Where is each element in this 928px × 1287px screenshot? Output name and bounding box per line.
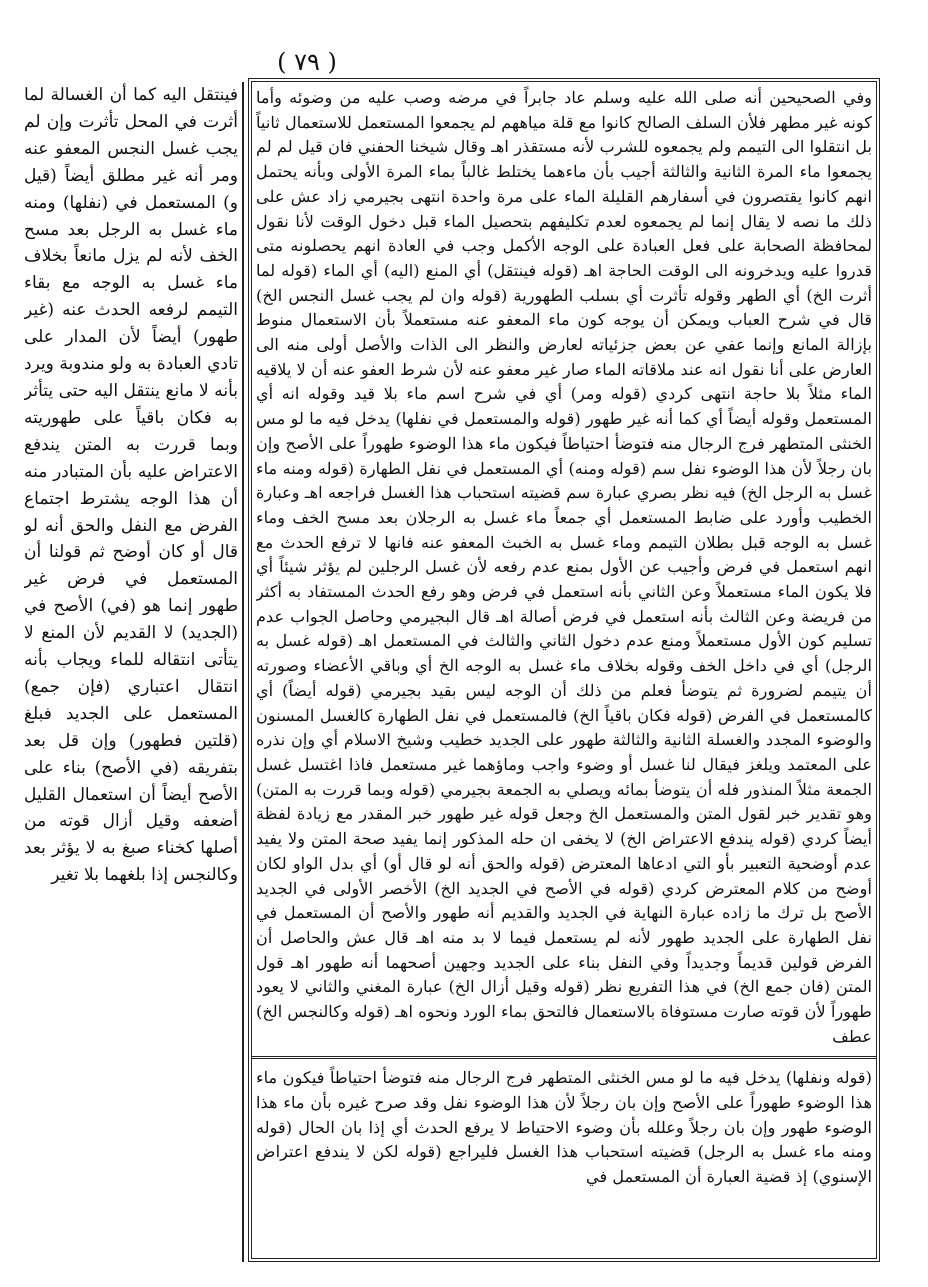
column-separator-line	[242, 82, 244, 1262]
footnote-divider	[252, 1056, 876, 1059]
footnote-paragraph: (قوله ونفلها) يدخل فيه ما لو مس الخنثى المتطهر فرج الرجال منه فتوضأ احتياطاً فيكون ماء هذا الوضوء طهوراً على الأصح وإن بان رجلاً لأن هذا الوضوء نفل وقد صرح غيره بأن ماء هذا الوضوء طهور وإن بان رجلاً وعلله بأن وضوء الاحتياط لا يرفع الحدث أي إذا بان الحال (قوله ومنه ماء غسل به الرجل) قضيته استحباب هذا الغسل فليراجع (قوله لكن لا يندفع اعتراض الإسنوي) إذ قضية العبارة أن المستعمل في	[256, 1068, 872, 1187]
footnote-block	[256, 1066, 872, 1256]
commentary-block	[256, 86, 872, 1054]
commentary-paragraph: وفي الصحيحين أنه صلى الله عليه وسلم عاد جابراً في مرضه وصب عليه من وضوئه وأما كونه غير مطهر فلأن السلف الصالح كانوا مع قلة مياههم لم يجمعوا المستعمل للاستعمال ثانياً بل انتقلوا الى التيمم ولم يجمعوه للشرب لأنه مستقذر اهـ وقال شيخنا الحفني فان قيل لم لم يجمعوا ماء المرة الثانية والثالثة أجيب بأن ماءهما يختلط غالباً بماء المرة الأولى وبأنه يحتمل انهم كانوا يقتصرون في أسفارهم القليلة الماء على مرة واحدة انتهى بجيرمي زاد عش على ذلك ما نصه لا يقال إنما لم يجمعوه لعدم تكليفهم بتحصيل الماء قبل دخول الوقت لأنا نقول لمحافظة الصحابة على فعل العبادة على الوجه الأكمل وجب في العادة انهم يحصلونه متى قدروا عليه ويدخرونه الى الوقت الحاجة اهـ (قوله فينتقل) أي المنع (اليه) أي الماء (قوله لما أثرت الخ) أي الطهر وقوله تأثرت أي بسلب الطهورية (قوله وان لم يجب غسل النجس الخ) قال في شرح العباب ويمكن أن يوجه كون ماء المعفو عنه مستعملاً بأن الاستعمال منوط بإزالة المانع وإنما عفي عن بعض جزئياته لعارض والنظر الى الذات والأصل أولى منه الى العارض على أنا نقول انه عند ملاقاته الماء صار غير معفو عنه لأن شرط العفو عنه أن لا يلاقيه الماء مثلاً بلا حاجة انتهى كردي (قوله ومر) أي في شرح اسم ماء بلا قيد وقوله انه أي المستعمل وقوله أيضاً أي كما أنه غير طهور (قوله والمستعمل في نفلها) يدخل فيه ما لو مس الخنثى المتطهر فرج الرجال منه فتوضأ احتياطاً فيكون ماء هذا الوضوء طهوراً على الأصح وإن بان رجلاً لأن هذا الوضوء نفل سم (قوله ومنه) أي المستعمل في نفل الطهارة (قوله ومنه ماء غسل به الرجل الخ) فيه نظر بصري عبارة سم قضيته استحباب هذا الغسل فراجعه اهـ وعبارة الخطيب وأورد على ضابط المستعمل أي جمعاً ماء غسل به الرجلان بعد مسح الخف وماء غسل به الوجه قبل بطلان التيمم وماء غسل به الخبث المعفو عنه فانها لا ترفع الحدث مع انهم استعمل في فرض وأجيب عن الأول بمنع عدم رفعه لأن غسل الرجلين لم يؤثر شيئاً أي فلا يكون الماء مستعملاً وعن الثاني بأنه استعمل في فرض وهو رفع الحدث المستفاد به أكثر من فريضة وعن الثالث بأنه استعمل في فرض أصالة اهـ قال البجيرمي وحاصل الجواب عدم تسليم كون الأول مستعملاً ومنع عدم دخول الثاني والثالث في المستعمل اهـ (قوله غسل به الرجل) أي في داخل الخف وقوله بخلاف ماء غسل به الوجه الخ أي وباقي الأعضاء وصورته أن يتيمم لضرورة ثم يتوضأ فعلم من ذلك أن الوجه ليس بقيد بجيرمي (قوله أيضاً) أي كالمستعمل في الفرض (قوله فكان باقياً الخ) فالمستعمل في نفل الطهارة كالغسل المسنون والوضوء المجدد والغسلة الثانية والثالثة طهور على الجديد خطيب وشيخ الاسلام أي وإن نذره على المعتمد ويلغز فيقال لنا غسل أو وضوء واجب وماؤهما غير مستعمل فاذا اغتسل غسل الجمعة مثلاً المنذور فله أن يتوضأ بمائه ويصلي به الجمعة بجيرمي (قوله وبما قررت به المتن) وهو تقدير خبر لقول المتن والمستعمل الخ وجعل قوله غير طهور خبر المقدر مع زيادة لفظة أيضاً كردي (قوله يندفع الاعتراض الخ) لا يخفى ان حله المذكور إنما يفيد صحة المتن ولا يفيد عدم أوضحية التعبير بأو التي ادعاها المعترض (قوله والحق أنه لو قال أو) أي بدل الواو لكان أوضح من كلام المعترض كردي (قوله في الأصح في الجديد الخ) الأخصر الأولى في الجديد الأصح بل ترك ما زاده عبارة النهاية في الجديد والقديم أنه طهور والأصح أن المستعمل في نفل الطهارة على الجديد طهور لأنه لم يستعمل فيما لا بد منه اهـ قال عش والحاصل أن الفرض قولين قديماً وجديداً وفي النفل بناء على الجديد وجهين أصحهما أنه طهور اهـ قول المتن (فان جمع الخ) في هذا التفريع نظر (قوله وقيل أزال الخ) عبارة المغني والثاني لا يعود طهوراً لأن قوته صارت مستوفاة بالاستعمال فالتحق بماء الورد ونحوه اهـ (قوله وكالنجس الخ) عطف	[256, 88, 872, 1046]
margin-paragraph: فينتقل اليه كما أن الغسالة لما أثرت في المحل تأثرت وإن لم يجب غسل النجس المعفو عنه ومر أنه غير مطلق أيضاً (قيل و) المستعمل في (نفلها) ومنه ماء غسل به الرجل بعد مسح الخف لأنه لم يزل مانعاً بخلاف ماء غسل به الوجه مع بقاء التيمم لرفعه الحدث عنه (غير طهور) أيضاً لأن المدار على تادي العبادة به ولو مندوبة ويرد بأنه لا مانع ينتقل اليه حتى يتأثر به فكان باقياً على طهوريته وبما قررت به المتن يندفع الاعتراض عليه بأن المتبادر منه أن هذا الوجه يشترط اجتماع الفرض مع النفل والحق أنه لو قال أو كان أوضح ثم قولنا أن المستعمل في فرض غير طهور إنما هو (في) الأصح في (الجديد) لا القديم لأن المنع لا يتأتى انتقاله للماء ويجاب بأنه انتقال اعتباري (فإن جمع) المستعمل على الجديد فبلغ (قلتين فطهور) وإن قل بعد بتفريقه (في الأصح) بناء على الأصح أيضاً أن استعمال القليل أضعفه وقيل أزال قوته من أصلها كخناء صبغ به لا يؤثر بعد وكالنجس إذا بلغهما بلا تغير	[24, 85, 238, 886]
page-number: ( ٧٩ )	[277, 48, 337, 76]
margin-main-text	[24, 82, 238, 1262]
